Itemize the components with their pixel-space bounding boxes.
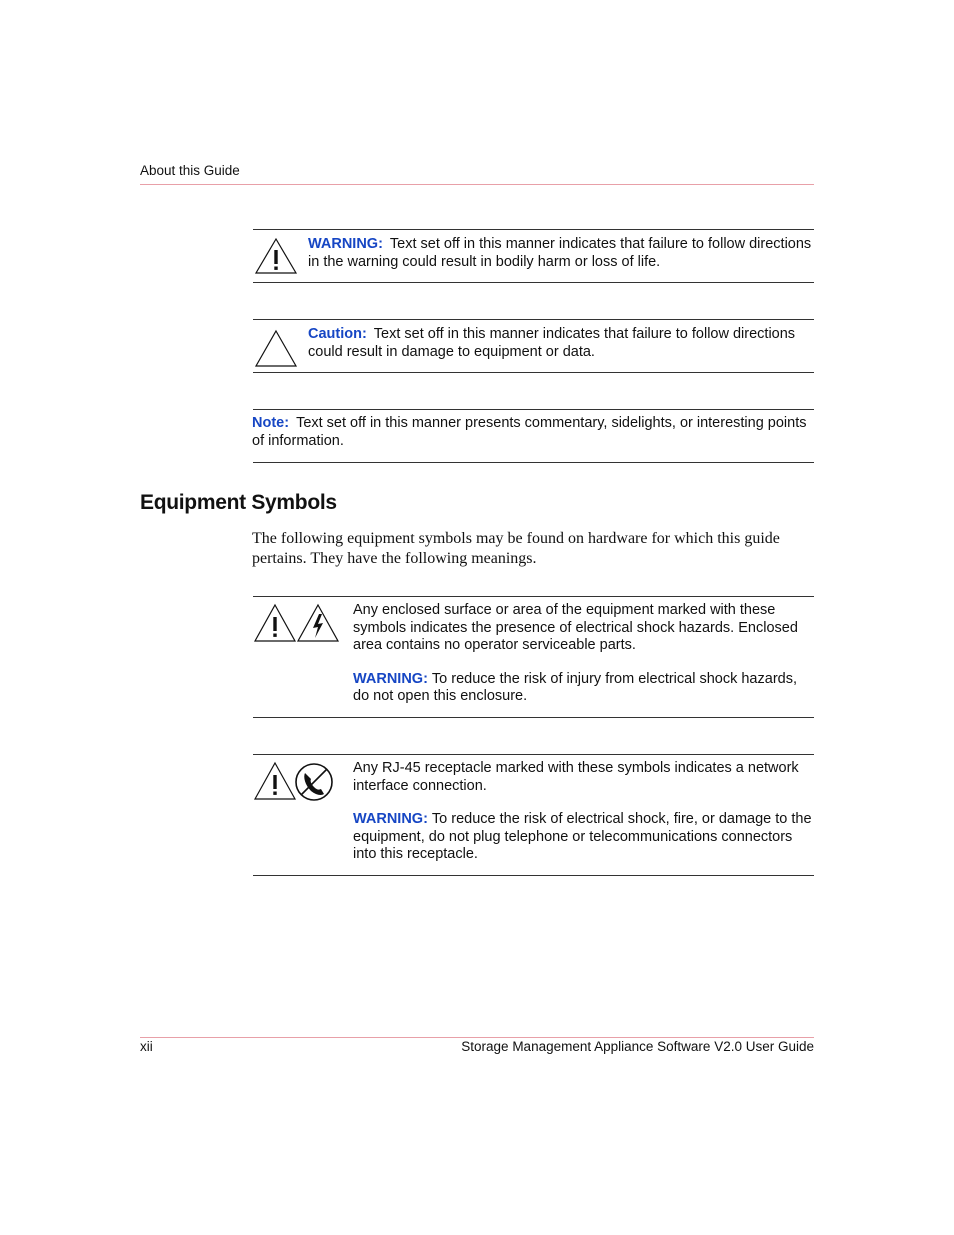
warning-top-rule	[253, 229, 814, 230]
section-intro: The following equipment symbols may be found on hardware for which this guide pertains. They have the following meanings.	[252, 530, 780, 567]
caution-label: Caution:	[308, 326, 367, 342]
warning-triangle-icon	[253, 236, 299, 276]
symbol-entry-1-top-rule	[253, 596, 814, 597]
warning-label: WARNING:	[308, 236, 383, 252]
symbol-entry-1-text	[353, 602, 814, 706]
caution-notice-text	[308, 326, 814, 361]
symbol-entry-1-warning	[353, 671, 814, 706]
symbol-entry-1-icons	[253, 603, 343, 643]
symbol-entry-1-bottom-rule	[253, 717, 814, 718]
electrical-shock-icon	[296, 603, 342, 643]
symbol-entry-1-description: Any enclosed surface or area of the equipment marked with these symbols indicates the presence of electrical shock hazards. Enclosed area contains no operator serviceable parts.	[353, 602, 798, 653]
caution-top-rule	[253, 319, 814, 320]
symbol-entry-2-icons	[253, 761, 343, 803]
symbol-entry-2-top-rule	[253, 754, 814, 755]
note-bottom-rule	[253, 462, 814, 463]
symbol-entry-2-warning-label: WARNING:	[353, 811, 428, 827]
caution-body: Text set off in this manner indicates that failure to follow directions could result in damage to equipment or data.	[308, 326, 796, 360]
warning-triangle-icon	[253, 603, 299, 643]
note-notice-text	[252, 415, 814, 450]
caution-bottom-rule	[253, 372, 814, 373]
symbol-entry-1-warning-label: WARNING:	[353, 670, 428, 687]
symbol-entry-2-warning	[353, 811, 814, 864]
symbol-entry-1-warning-text: To reduce the risk of injury from electrical shock hazards, do not open this enclosure.	[353, 670, 797, 704]
note-body: Text set off in this manner presents commentary, sidelights, or interesting points of information.	[252, 415, 807, 449]
warning-body: Text set off in this manner indicates that failure to follow directions in the warning could result in bodily harm or loss of life.	[308, 236, 812, 270]
caution-triangle-icon	[253, 326, 299, 368]
header-rule	[140, 184, 814, 185]
page-number: xii	[140, 1039, 153, 1054]
running-head: About this Guide	[140, 163, 240, 178]
symbol-entry-2-description: Any RJ-45 receptacle marked with these symbols indicates a network interface connection.	[353, 760, 799, 794]
warning-notice-text	[308, 236, 814, 271]
footer-doc-title: Storage Management Appliance Software V2.0 User Guide	[461, 1039, 814, 1054]
symbol-entry-2-bottom-rule	[253, 875, 814, 876]
footer-rule	[140, 1037, 814, 1038]
section-heading: Equipment Symbols	[140, 491, 337, 514]
note-top-rule	[253, 409, 814, 410]
warning-bottom-rule	[253, 282, 814, 283]
no-telephone-icon	[293, 761, 335, 803]
symbol-entry-2-warning-text: To reduce the risk of electrical shock, fire, or damage to the equipment, do not plug telephone or telecommunications connectors into this receptacle.	[353, 811, 812, 862]
note-label: Note:	[252, 415, 290, 431]
symbol-entry-2-text	[353, 760, 814, 864]
